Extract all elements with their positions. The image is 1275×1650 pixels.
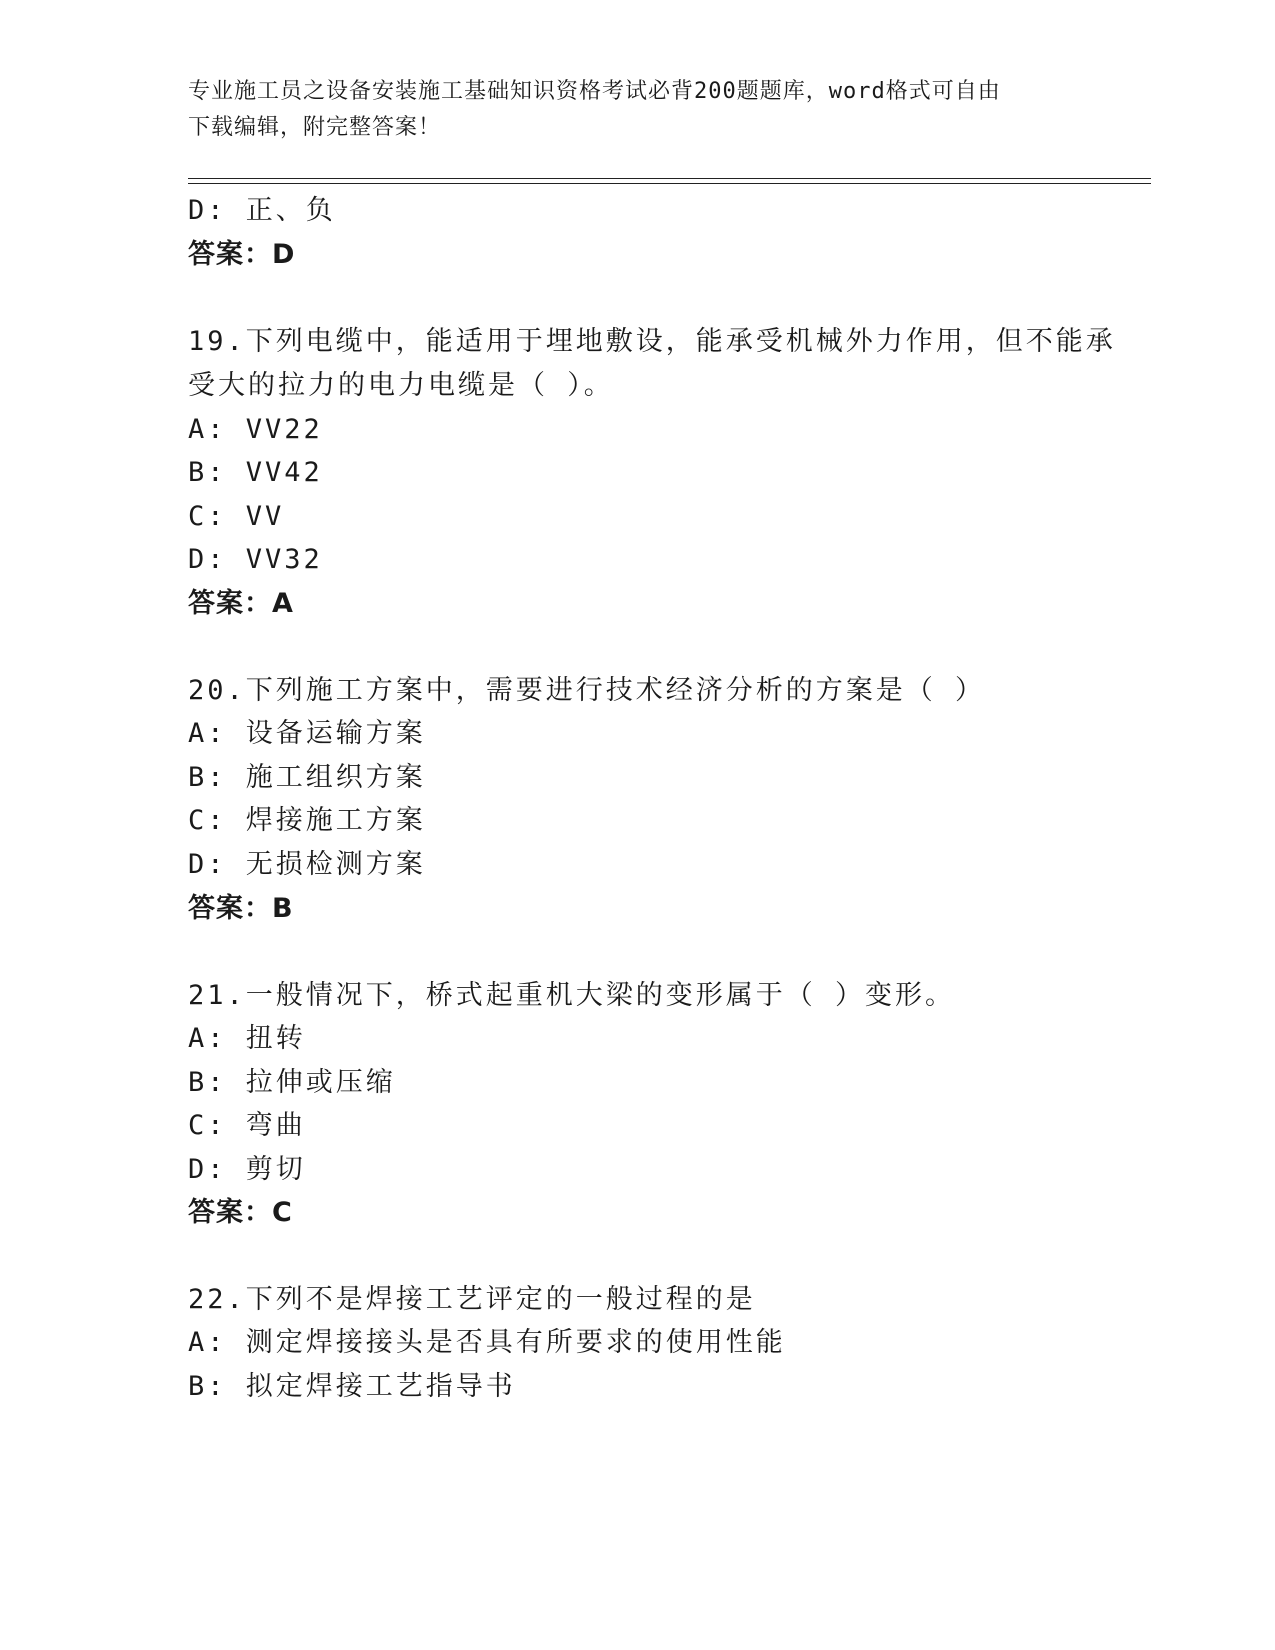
header-rule-top xyxy=(188,178,1151,179)
q19-stem-line-2: 受大的拉力的电力电缆是（ ）。 xyxy=(188,370,614,401)
q19-option-d: D: VV32 xyxy=(188,544,323,575)
q20-option-c: C: 焊接施工方案 xyxy=(188,805,426,836)
q21-option-d: D: 剪切 xyxy=(188,1154,306,1185)
q18-answer: 答案：D xyxy=(188,239,296,270)
q19-answer: 答案：A xyxy=(188,588,294,619)
q20-option-b: B: 施工组织方案 xyxy=(188,762,426,793)
header-rule-bottom xyxy=(188,183,1151,184)
q21-option-b: B: 拉伸或压缩 xyxy=(188,1067,396,1098)
q19-option-c: C: VV xyxy=(188,501,285,532)
q22-option-b: B: 拟定焊接工艺指导书 xyxy=(188,1371,516,1402)
document-header xyxy=(188,74,1088,146)
q21-stem: 21.一般情况下，桥式起重机大梁的变形属于（ ）变形。 xyxy=(188,980,956,1011)
q19-stem-line-1: 19.下列电缆中，能适用于埋地敷设，能承受机械外力作用，但不能承 xyxy=(188,326,1116,357)
q20-stem: 20.下列施工方案中，需要进行技术经济分析的方案是（ ） xyxy=(188,675,986,706)
q22-stem: 22.下列不是焊接工艺评定的一般过程的是 xyxy=(188,1284,756,1315)
q19-option-a: A: VV22 xyxy=(188,414,323,445)
q19-option-b: B: VV42 xyxy=(188,457,323,488)
q21-option-a: A: 扭转 xyxy=(188,1023,306,1054)
q20-option-d: D: 无损检测方案 xyxy=(188,849,426,880)
q21-answer: 答案：C xyxy=(188,1197,293,1228)
header-line-2: 下载编辑，附完整答案！ xyxy=(188,115,442,140)
q21-option-c: C: 弯曲 xyxy=(188,1110,306,1141)
q18-option-d: D: 正、负 xyxy=(188,195,336,226)
header-line-1: 专业施工员之设备安装施工基础知识资格考试必背200题题库，word格式可自由 xyxy=(188,79,1001,104)
q20-option-a: A: 设备运输方案 xyxy=(188,718,426,749)
q22-option-a: A: 测定焊接接头是否具有所要求的使用性能 xyxy=(188,1327,786,1358)
q20-answer: 答案：B xyxy=(188,893,294,924)
